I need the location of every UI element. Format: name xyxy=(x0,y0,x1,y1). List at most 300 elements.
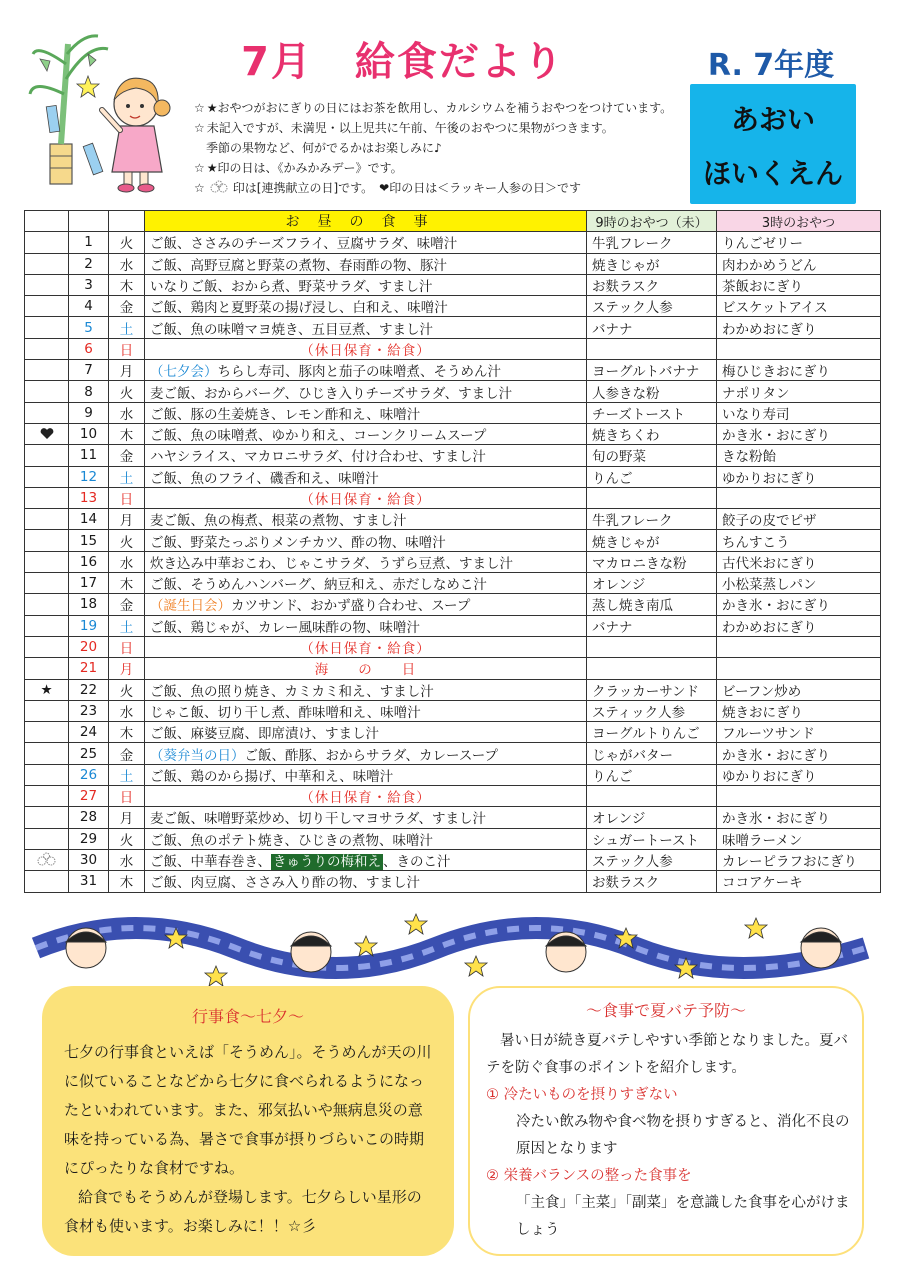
note-line xyxy=(194,178,684,198)
day-cell: 11 xyxy=(69,445,109,466)
am-snack-cell: 牛乳フレーク xyxy=(587,232,717,253)
lunch-cell xyxy=(145,700,587,721)
am-snack-cell: バナナ xyxy=(587,317,717,338)
am-snack-cell: りんご xyxy=(587,764,717,785)
pm-snack-cell: かき氷・おにぎり xyxy=(717,594,881,615)
star-icon: ★ xyxy=(40,681,53,698)
flower-icon xyxy=(34,851,60,869)
pm-snack-cell: わかめおにぎり xyxy=(717,615,881,636)
lunch-cell xyxy=(145,743,587,764)
day-cell: 18 xyxy=(69,594,109,615)
weekday-cell: 木 xyxy=(109,423,145,444)
table-row xyxy=(25,573,881,594)
lunch-text: いなりご飯、おから煮、野菜サラダ、すまし汁 xyxy=(150,279,433,296)
header-mark xyxy=(25,211,69,232)
am-snack-cell: 焼きじゃが xyxy=(587,253,717,274)
pm-snack-cell: 小松菜蒸しパン xyxy=(717,573,881,594)
lunch-cell xyxy=(145,402,587,423)
weekday-cell: 水 xyxy=(109,700,145,721)
weekday-cell: 金 xyxy=(109,445,145,466)
lunch-text: ご飯、そうめんハンバーグ、納豆和え、赤だしなめこ汁 xyxy=(150,577,487,594)
header-weekday xyxy=(109,211,145,232)
am-snack-cell: じゃがバター xyxy=(587,743,717,764)
weekday-cell: 日 xyxy=(109,786,145,807)
day-cell: 4 xyxy=(69,296,109,317)
weekday-cell: 水 xyxy=(109,402,145,423)
day-cell: 23 xyxy=(69,700,109,721)
table-row xyxy=(25,700,881,721)
table-row xyxy=(25,679,881,700)
lunch-text: ご飯、鶏のから揚げ、中華和え、味噌汁 xyxy=(150,768,394,785)
am-snack-cell: チーズトースト xyxy=(587,402,717,423)
am-snack-cell: 人参きな粉 xyxy=(587,381,717,402)
lunch-text: ちらし寿司、豚肉と茄子の味噌煮、そうめん汁 xyxy=(217,364,501,381)
lunch-text: ご飯、魚の味噌マヨ焼き、五目豆煮、すまし汁 xyxy=(150,321,433,338)
mark-cell xyxy=(25,381,69,402)
day-cell: 1 xyxy=(69,232,109,253)
lunch-text: 炊き込み中華おこわ、じゃこサラダ、うずら豆煮、すまし汁 xyxy=(150,555,514,572)
weekday-cell: 月 xyxy=(109,807,145,828)
mark-cell xyxy=(25,487,69,508)
lunch-text: ご飯、肉豆腐、ささみ入り酢の物、すまし汁 xyxy=(150,875,420,892)
pm-snack-cell: 茶飯おにぎり xyxy=(717,274,881,295)
pm-snack-cell: わかめおにぎり xyxy=(717,317,881,338)
weekday-cell: 火 xyxy=(109,530,145,551)
pm-snack-cell: りんごゼリー xyxy=(717,232,881,253)
collab-dish-highlight: きゅうりの梅和え xyxy=(272,854,381,871)
table-row xyxy=(25,274,881,295)
table-row xyxy=(25,466,881,487)
mark-cell xyxy=(25,466,69,487)
lunch-text: ご飯、麻婆豆腐、即席漬け、すまし汁 xyxy=(150,726,379,743)
mark-cell xyxy=(25,509,69,530)
lunch-text: 麦ご飯、味噌野菜炒め、切り干しマヨサラダ、すまし汁 xyxy=(150,811,487,828)
mark-cell xyxy=(25,594,69,615)
summer-fatigue-title: ～食事で夏バテ予防～ xyxy=(585,1001,746,1020)
flower-icon xyxy=(207,179,231,197)
lunch-text: ご飯、中華春巻き、 xyxy=(150,854,271,871)
table-row xyxy=(25,253,881,274)
lunch-cell xyxy=(145,764,587,785)
weekday-cell: 木 xyxy=(109,871,145,892)
school-name-line2: ほいくえん xyxy=(702,157,843,190)
table-row xyxy=(25,338,881,359)
mark-cell xyxy=(25,849,69,870)
mark-cell xyxy=(25,722,69,743)
lunch-text: ハヤシライス、マカロニサラダ、付け合わせ、すまし汁 xyxy=(150,449,486,466)
weekday-cell: 火 xyxy=(109,828,145,849)
milky-way-children-illustration xyxy=(26,908,882,990)
header-pm-snack: 3時のおやつ xyxy=(717,211,881,232)
pm-snack-cell: きな粉飴 xyxy=(717,445,881,466)
pm-snack-cell: ちんすこう xyxy=(717,530,881,551)
point-number: ① xyxy=(486,1087,499,1103)
pm-snack-cell xyxy=(717,786,881,807)
note-text: ★おやつがおにぎりの日にはお茶を飲用し、カルシウムを補うおやつをつけています。 xyxy=(206,101,673,115)
lunch-text: ご飯、魚のポテト焼き、ひじきの煮物、味噌汁 xyxy=(150,832,433,849)
day-cell: 21 xyxy=(69,658,109,679)
pm-snack-cell xyxy=(717,636,881,657)
school-name-line1: あおい xyxy=(730,103,815,136)
lunch-cell xyxy=(145,871,587,892)
pm-snack-cell: ビスケットアイス xyxy=(717,296,881,317)
lunch-cell xyxy=(145,317,587,338)
lunch-cell xyxy=(145,466,587,487)
mark-cell xyxy=(25,871,69,892)
pm-snack-cell: 梅ひじきおにぎり xyxy=(717,360,881,381)
school-name-box xyxy=(690,84,856,204)
page-title: 7月 給食だより xyxy=(241,39,565,85)
notes-list xyxy=(194,98,684,198)
lunch-cell xyxy=(145,445,587,466)
am-snack-cell: 旬の野菜 xyxy=(587,445,717,466)
lunch-cell xyxy=(145,274,587,295)
table-row xyxy=(25,232,881,253)
mark-cell xyxy=(25,679,69,700)
mark-cell xyxy=(25,338,69,359)
lunch-text: ご飯、酢豚、おからサラダ、カレースープ xyxy=(244,747,499,764)
pm-snack-cell: フルーツサンド xyxy=(717,722,881,743)
lunch-cell xyxy=(145,509,587,530)
table-row xyxy=(25,764,881,785)
holiday-cell: （休日保育・給食） xyxy=(145,338,587,359)
star-outline-icon: ☆ xyxy=(194,121,205,135)
lunch-cell xyxy=(145,232,587,253)
lunch-cell xyxy=(145,594,587,615)
am-snack-cell xyxy=(587,487,717,508)
event-label: （誕生日会） xyxy=(150,598,231,615)
lunch-text: ご飯、鶏肉と夏野菜の揚げ浸し、白和え、味噌汁 xyxy=(150,300,448,317)
day-cell: 8 xyxy=(69,381,109,402)
weekday-cell: 火 xyxy=(109,381,145,402)
am-snack-cell: シュガートースト xyxy=(587,828,717,849)
day-cell: 26 xyxy=(69,764,109,785)
table-row xyxy=(25,360,881,381)
lunch-text: ご飯、ささみのチーズフライ、豆腐サラダ、味噌汁 xyxy=(150,236,458,253)
pm-snack-cell: いなり寿司 xyxy=(717,402,881,423)
lunch-cell xyxy=(145,679,587,700)
day-cell: 16 xyxy=(69,551,109,572)
day-cell: 25 xyxy=(69,743,109,764)
summer-fatigue-box xyxy=(468,986,864,1256)
pm-snack-cell: かき氷・おにぎり xyxy=(717,807,881,828)
weekday-cell: 水 xyxy=(109,253,145,274)
day-cell: 19 xyxy=(69,615,109,636)
weekday-cell: 水 xyxy=(109,551,145,572)
weekday-cell: 日 xyxy=(109,487,145,508)
am-snack-cell: お麩ラスク xyxy=(587,871,717,892)
am-snack-cell: バナナ xyxy=(587,615,717,636)
pm-snack-cell: 焼きおにぎり xyxy=(717,700,881,721)
event-food-body xyxy=(64,1038,436,1241)
lunch-text: ご飯、野菜たっぷりメンチカツ、酢の物、味噌汁 xyxy=(150,534,446,551)
fiscal-year: R. 7年度 xyxy=(707,48,835,83)
lunch-cell xyxy=(145,360,587,381)
day-cell: 10 xyxy=(69,423,109,444)
am-snack-cell: ステック人参 xyxy=(587,296,717,317)
am-snack-cell: オレンジ xyxy=(587,807,717,828)
lunch-text: カツサンド、おかず盛り合わせ、スープ xyxy=(231,598,471,615)
am-snack-cell: マカロニきな粉 xyxy=(587,551,717,572)
note-text: 印は[連携献立の日]です。 ❤印の日は＜ラッキー人参の日＞です xyxy=(232,181,581,195)
day-cell: 20 xyxy=(69,636,109,657)
mark-cell xyxy=(25,807,69,828)
day-cell: 15 xyxy=(69,530,109,551)
lunch-cell xyxy=(145,615,587,636)
header-am-snack: 9時のおやつ（未） xyxy=(587,211,717,232)
event-food-box xyxy=(42,986,454,1256)
table-row xyxy=(25,423,881,444)
mark-cell xyxy=(25,402,69,423)
holiday-cell: 海 の 日 xyxy=(145,658,587,679)
header-day xyxy=(69,211,109,232)
weekday-cell: 火 xyxy=(109,232,145,253)
am-snack-cell: クラッカーサンド xyxy=(587,679,717,700)
lunch-text: ご飯、魚の味噌煮、ゆかり和え、コーンクリームスープ xyxy=(150,428,487,445)
point-title: 栄養バランスの整った食事を xyxy=(503,1168,692,1184)
pm-snack-cell: ココアケーキ xyxy=(717,871,881,892)
event-food-paragraph: 七夕の行事食といえば「そうめん」。そうめんが天の川に似ていることなどから七夕に食べられるようになったといわれています。また、邪気払いや無病息災の意味を持っている為、暑さで食事が摂りづらいこの時期にぴったりな食材ですね。 xyxy=(64,1043,432,1177)
note-line xyxy=(194,98,684,118)
am-snack-cell: スティック人参 xyxy=(587,700,717,721)
pm-snack-cell xyxy=(717,338,881,359)
lunch-text: 、きのこ汁 xyxy=(382,854,451,871)
pm-snack-cell: 餃子の皮でピザ xyxy=(717,509,881,530)
weekday-cell: 木 xyxy=(109,722,145,743)
weekday-cell: 木 xyxy=(109,274,145,295)
star-outline-icon: ☆ xyxy=(194,101,205,115)
mark-cell xyxy=(25,423,69,444)
table-row xyxy=(25,509,881,530)
mark-cell xyxy=(25,551,69,572)
lunch-cell xyxy=(145,828,587,849)
weekday-cell: 土 xyxy=(109,615,145,636)
lunch-cell xyxy=(145,551,587,572)
lunch-text: ご飯、豚の生姜焼き、レモン酢和え、味噌汁 xyxy=(150,406,421,423)
pm-snack-cell: 肉わかめうどん xyxy=(717,253,881,274)
day-cell: 17 xyxy=(69,573,109,594)
summer-fatigue-intro: 暑い日が続き夏バテしやすい季節となりました。夏バテを防ぐ食事のポイントを紹介します。 xyxy=(486,1033,848,1076)
weekday-cell: 日 xyxy=(109,338,145,359)
table-row xyxy=(25,487,881,508)
am-snack-cell: 焼きちくわ xyxy=(587,423,717,444)
pm-snack-cell: ゆかりおにぎり xyxy=(717,466,881,487)
am-snack-cell: ヨーグルトりんご xyxy=(587,722,717,743)
event-label: （葵弁当の日） xyxy=(150,747,245,764)
lunch-text: 麦ご飯、おからバーグ、ひじき入りチーズサラダ、すまし汁 xyxy=(150,385,513,402)
mark-cell xyxy=(25,296,69,317)
table-row xyxy=(25,871,881,892)
menu-table-body xyxy=(25,232,881,892)
note-line xyxy=(194,118,684,138)
mark-cell xyxy=(25,274,69,295)
weekday-cell: 火 xyxy=(109,679,145,700)
heart-icon xyxy=(40,428,54,440)
point-title: 冷たいものを摂りすぎない xyxy=(503,1087,678,1103)
table-row xyxy=(25,551,881,572)
table-row xyxy=(25,402,881,423)
mark-cell xyxy=(25,573,69,594)
pm-snack-cell: 味噌ラーメン xyxy=(717,828,881,849)
day-cell: 3 xyxy=(69,274,109,295)
lunch-cell xyxy=(145,296,587,317)
weekday-cell: 土 xyxy=(109,466,145,487)
am-snack-cell: りんご xyxy=(587,466,717,487)
pm-snack-cell: ゆかりおにぎり xyxy=(717,764,881,785)
table-header-row xyxy=(25,211,881,232)
day-cell: 22 xyxy=(69,679,109,700)
lunch-cell xyxy=(145,253,587,274)
weekday-cell: 月 xyxy=(109,658,145,679)
am-snack-cell: 牛乳フレーク xyxy=(587,509,717,530)
day-cell: 30 xyxy=(69,849,109,870)
pm-snack-cell: かき氷・おにぎり xyxy=(717,743,881,764)
day-cell: 5 xyxy=(69,317,109,338)
pm-snack-cell: ナポリタン xyxy=(717,381,881,402)
note-line xyxy=(194,158,684,178)
menu-table xyxy=(24,210,881,893)
mark-cell xyxy=(25,530,69,551)
am-snack-cell xyxy=(587,786,717,807)
weekday-cell: 日 xyxy=(109,636,145,657)
mark-cell xyxy=(25,658,69,679)
lunch-cell xyxy=(145,381,587,402)
header-lunch: お昼の食事 xyxy=(145,211,587,232)
am-snack-cell xyxy=(587,338,717,359)
lunch-text: ご飯、魚の照り焼き、カミカミ和え、すまし汁 xyxy=(150,683,434,700)
table-row xyxy=(25,296,881,317)
note-text: ★印の日は、《かみかみデー》です。 xyxy=(206,161,403,175)
day-cell: 29 xyxy=(69,828,109,849)
point-body: 冷たい飲み物や食べ物を摂りすぎると、消化不良の原因となります xyxy=(516,1114,850,1157)
lunch-cell xyxy=(145,807,587,828)
summer-fatigue-body xyxy=(486,1028,858,1244)
day-cell: 28 xyxy=(69,807,109,828)
table-row xyxy=(25,743,881,764)
day-cell: 24 xyxy=(69,722,109,743)
day-cell: 9 xyxy=(69,402,109,423)
weekday-cell: 土 xyxy=(109,317,145,338)
table-row xyxy=(25,530,881,551)
lunch-cell xyxy=(145,423,587,444)
mark-cell xyxy=(25,615,69,636)
table-row xyxy=(25,594,881,615)
am-snack-cell xyxy=(587,658,717,679)
mark-cell xyxy=(25,317,69,338)
event-label: （七夕会） xyxy=(150,364,218,381)
pm-snack-cell xyxy=(717,487,881,508)
weekday-cell: 金 xyxy=(109,743,145,764)
am-snack-cell xyxy=(587,636,717,657)
day-cell: 6 xyxy=(69,338,109,359)
holiday-cell: （休日保育・給食） xyxy=(145,636,587,657)
event-food-paragraph: 給食でもそうめんが登場します。七夕らしい星形の食材も使います。お楽しみに！！☆彡 xyxy=(64,1188,422,1235)
pm-snack-cell xyxy=(717,658,881,679)
table-row xyxy=(25,317,881,338)
mark-cell xyxy=(25,636,69,657)
pm-snack-cell: カレーピラフおにぎり xyxy=(717,849,881,870)
table-row xyxy=(25,445,881,466)
weekday-cell: 金 xyxy=(109,594,145,615)
weekday-cell: 月 xyxy=(109,360,145,381)
note-text: 季節の果物など、何がでるかはお楽しみに♪ xyxy=(206,141,442,155)
star-outline-icon: ☆ xyxy=(194,181,205,195)
day-cell: 2 xyxy=(69,253,109,274)
holiday-cell: （休日保育・給食） xyxy=(145,786,587,807)
lunch-text: ご飯、鶏じゃが、カレー風味酢の物、味噌汁 xyxy=(150,619,420,636)
table-row xyxy=(25,381,881,402)
pm-snack-cell: かき氷・おにぎり xyxy=(717,423,881,444)
am-snack-cell: オレンジ xyxy=(587,573,717,594)
lunch-text: じゃこ飯、切り干し煮、酢味噌和え、味噌汁 xyxy=(150,704,421,721)
holiday-cell: （休日保育・給食） xyxy=(145,487,587,508)
am-snack-cell: 焼きじゃが xyxy=(587,530,717,551)
day-cell: 31 xyxy=(69,871,109,892)
am-snack-cell: ステック人参 xyxy=(587,849,717,870)
day-cell: 7 xyxy=(69,360,109,381)
day-cell: 14 xyxy=(69,509,109,530)
weekday-cell: 水 xyxy=(109,849,145,870)
pm-snack-cell: 古代米おにぎり xyxy=(717,551,881,572)
lunch-cell xyxy=(145,530,587,551)
point-number: ② xyxy=(486,1168,499,1184)
am-snack-cell: 蒸し焼き南瓜 xyxy=(587,594,717,615)
mark-cell xyxy=(25,360,69,381)
lunch-text: ご飯、高野豆腐と野菜の煮物、春雨酢の物、豚汁 xyxy=(150,257,447,274)
table-row xyxy=(25,615,881,636)
table-row xyxy=(25,658,881,679)
event-food-title: 行事食～七夕～ xyxy=(191,1007,304,1026)
lunch-cell xyxy=(145,722,587,743)
am-snack-cell: ヨーグルトバナナ xyxy=(587,360,717,381)
lunch-text: 麦ご飯、魚の梅煮、根菜の煮物、すまし汁 xyxy=(150,513,407,530)
table-row xyxy=(25,807,881,828)
day-cell: 27 xyxy=(69,786,109,807)
weekday-cell: 金 xyxy=(109,296,145,317)
mark-cell xyxy=(25,764,69,785)
weekday-cell: 木 xyxy=(109,573,145,594)
mark-cell xyxy=(25,253,69,274)
mark-cell xyxy=(25,445,69,466)
pm-snack-cell: ビーフン炒め xyxy=(717,679,881,700)
point-heading xyxy=(486,1163,858,1190)
lunch-cell xyxy=(145,849,587,870)
mark-cell xyxy=(25,232,69,253)
table-row xyxy=(25,849,881,870)
mark-cell xyxy=(25,828,69,849)
table-row xyxy=(25,636,881,657)
star-outline-icon: ☆ xyxy=(194,161,205,175)
lunch-text: ご飯、魚のフライ、磯香和え、味噌汁 xyxy=(150,470,379,487)
lunch-cell xyxy=(145,573,587,594)
am-snack-cell: お麩ラスク xyxy=(587,274,717,295)
table-row xyxy=(25,828,881,849)
mark-cell xyxy=(25,743,69,764)
day-cell: 12 xyxy=(69,466,109,487)
table-row xyxy=(25,722,881,743)
point-heading xyxy=(486,1082,858,1109)
day-cell: 13 xyxy=(69,487,109,508)
mark-cell xyxy=(25,700,69,721)
note-text: 未記入ですが、未満児・以上児共に午前、午後のおやつに果物がつきます。 xyxy=(206,121,614,135)
note-line xyxy=(194,138,684,158)
point-body: 「主食」「主菜」「副菜」を意識した食事を心がけましょう xyxy=(516,1195,850,1238)
weekday-cell: 土 xyxy=(109,764,145,785)
mark-cell xyxy=(25,786,69,807)
tanabata-girl-illustration xyxy=(28,34,188,194)
weekday-cell: 月 xyxy=(109,509,145,530)
table-row xyxy=(25,786,881,807)
